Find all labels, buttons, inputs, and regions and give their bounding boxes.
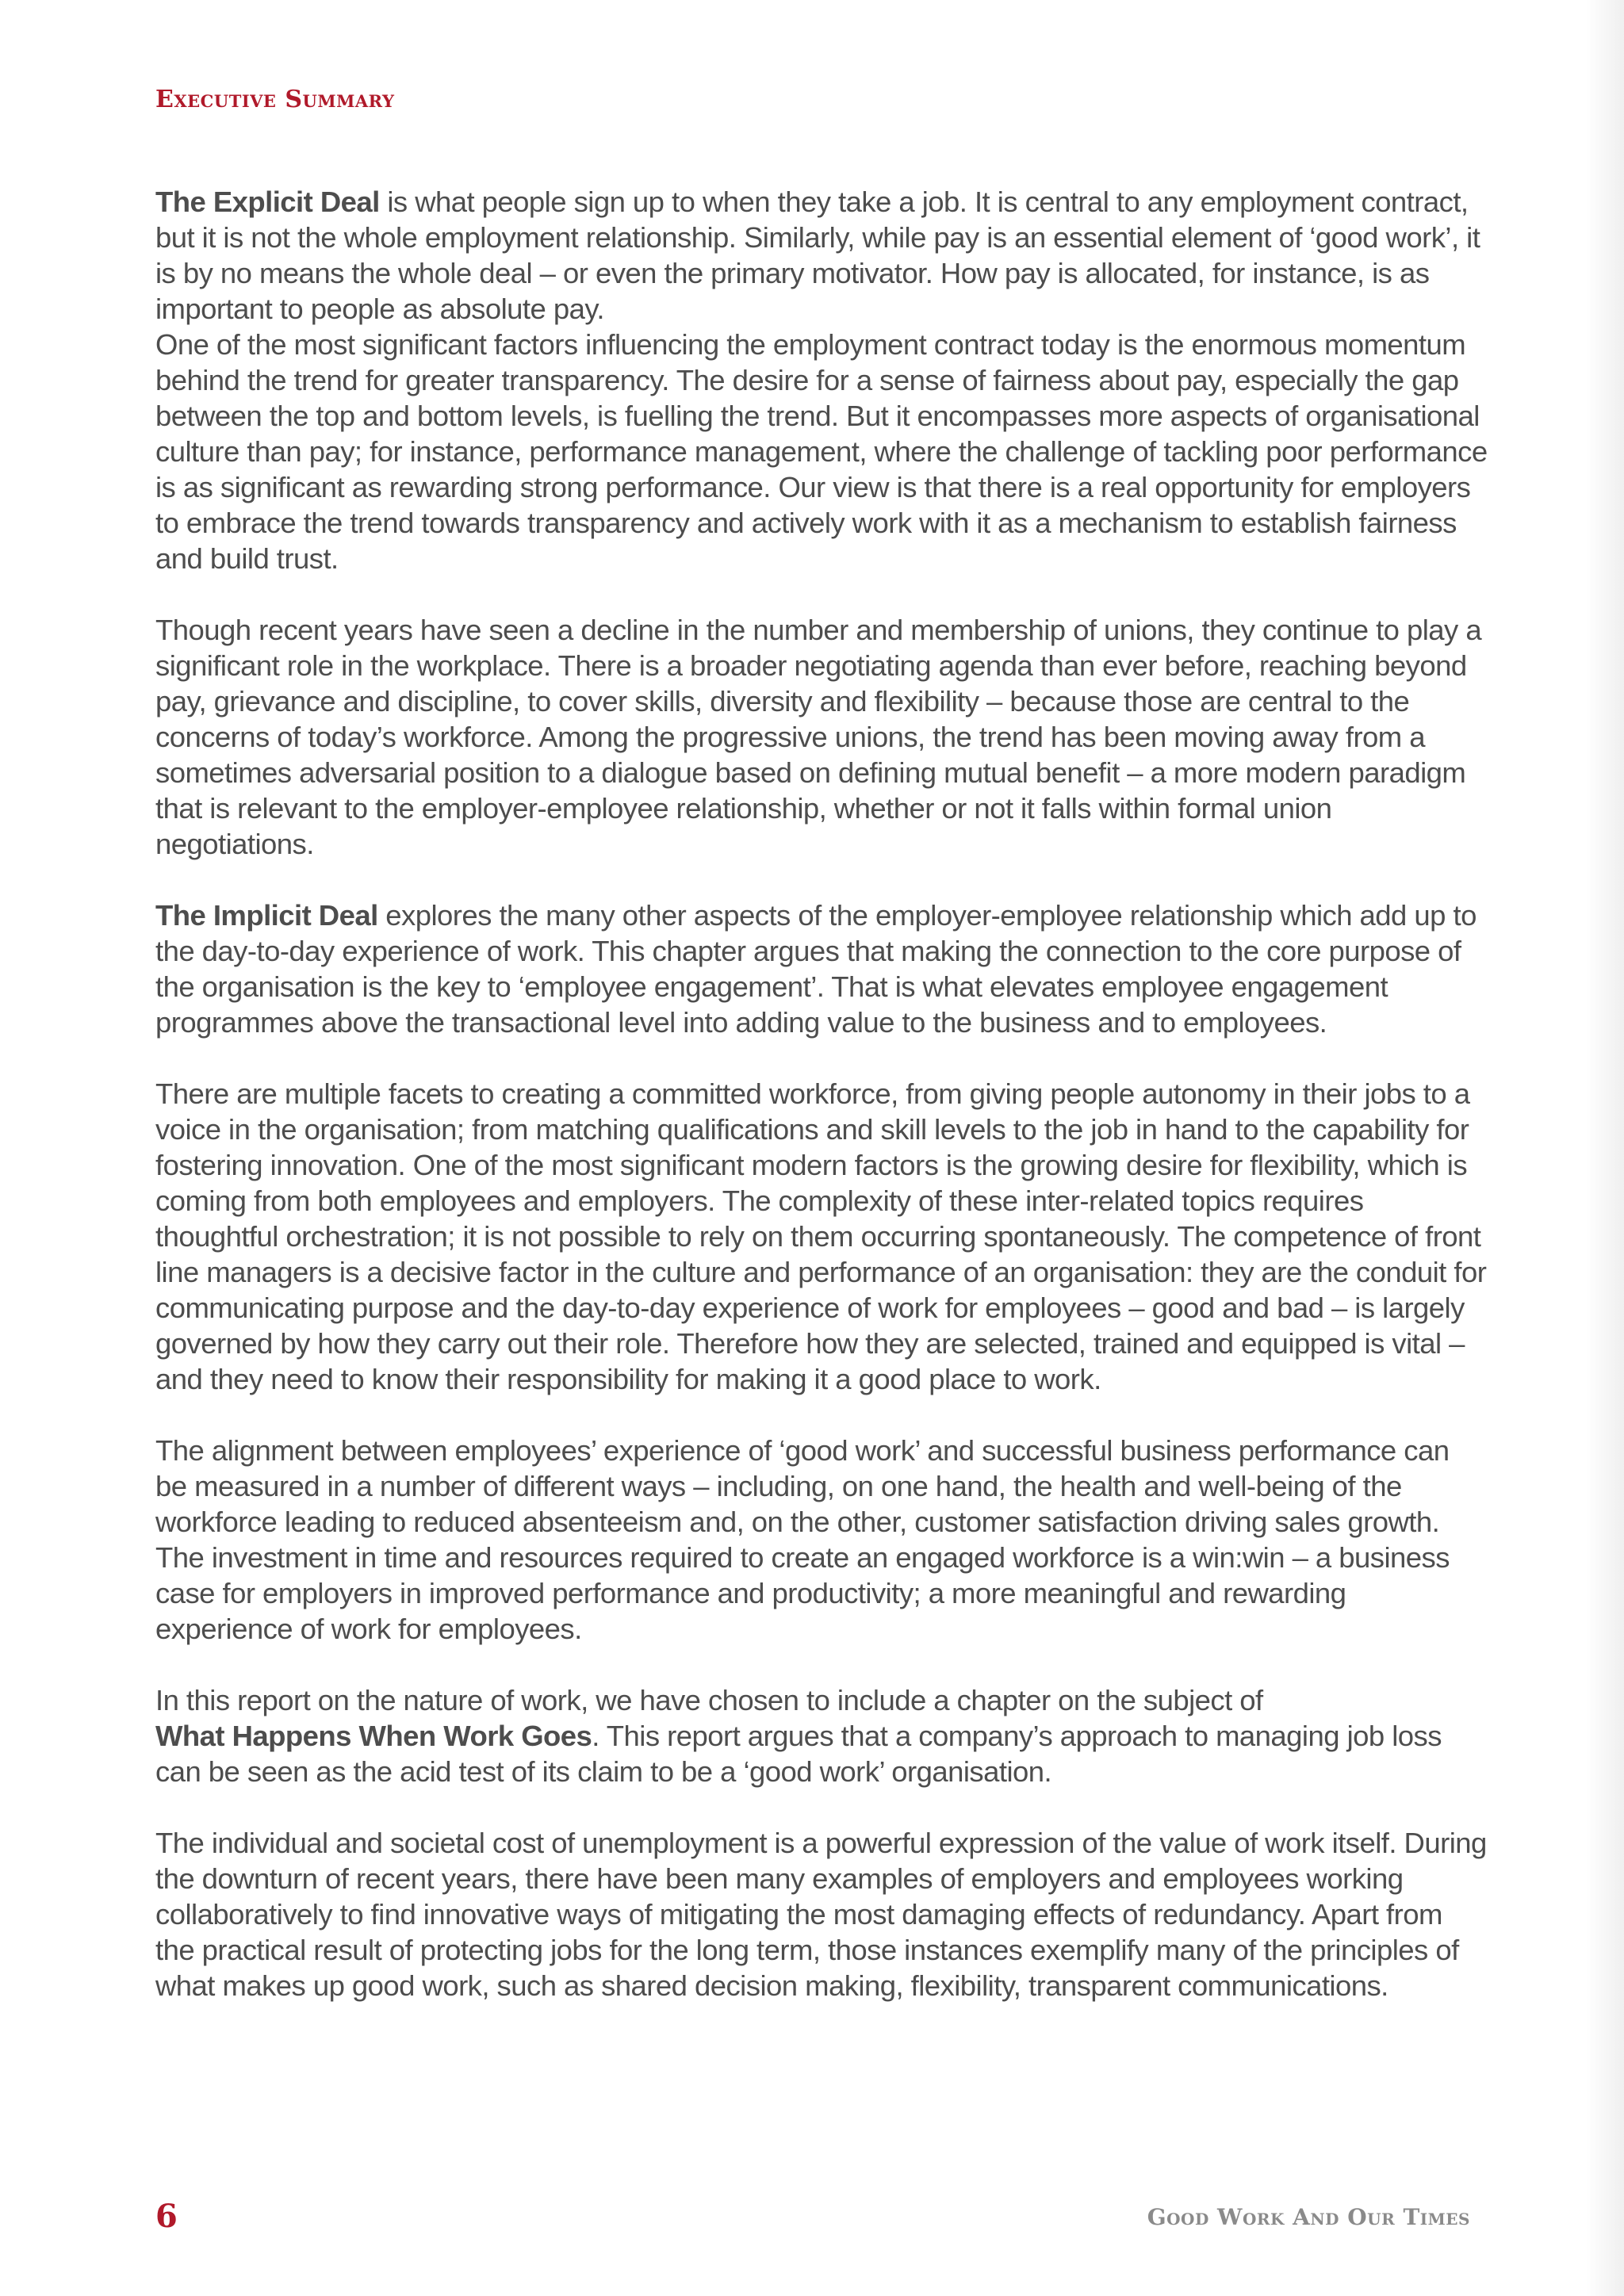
paragraph-text: is what people sign up to when they take a job. It is central to any employment contract, but it is not the whole employment relationship. Similarly, while pay is an essential element of ‘good work’, it is by no means the whole deal – or even the primary motivator. How pay is allocated, for instance, is as important to people as absolute pay. — [155, 186, 1480, 325]
page-edge-shadow — [1586, 0, 1624, 2296]
paragraph-text: explores the many other aspects of the employer-employee relationship which add up to the day-to-day experience of work. This chapter argues that making the connection to the core purpose of the organisation is the key to ‘employee engagement’. That is what elevates employee engagement programmes above the transactional level into adding value to the business and to employees. — [155, 899, 1477, 1039]
paragraph-explicit-deal — [155, 184, 1488, 327]
bold-term-work-goes: What Happens When Work Goes — [155, 1720, 592, 1752]
paragraph-committed-workforce: There are multiple facets to creating a committed workforce, from giving people autonomy in their jobs to a voice in the organisation; from matching qualifications and skill levels to the job in hand to the capability for fostering innovation. One of the most significant modern factors is the growing desire for flexibility, which is coming from both employees and employers. The complexity of these inter-related topics requires thoughtful orchestration; it is not possible to rely on them occurring spontaneously. The competence of front line managers is a decisive factor in the culture and performance of an organisation: they are the conduit for communicating purpose and the day-to-day experience of work for employees – good and bad – is largely governed by how they carry out their role. Therefore how they are selected, trained and equipped is vital – and they need to know their responsibility for making it a good place to work. — [155, 1077, 1487, 1395]
section-header: Executive Summary — [155, 86, 395, 113]
paragraph-work-goes — [155, 1682, 1488, 1789]
paragraph-text: . This report argues that a company’s approach to managing job loss can be seen as the acid test of its claim to be a ‘good work’ organisation. — [155, 1720, 1442, 1788]
footer-publication-title: Good Work And Our Times — [1147, 2204, 1470, 2230]
paragraph-transparency: One of the most significant factors influencing the employment contract today is the enormous momentum behind the trend for greater transparency. The desire for a sense of fairness about pay, especially the gap between the top and bottom levels, is fuelling the trend. But it encompasses more aspects of organisational culture than pay; for instance, performance management, where the challenge of tackling poor performance is as significant as rewarding strong performance. Our view is that there is a real opportunity for employers to embrace the trend towards transparency and actively work with it as a mechanism to establish fairness and build trust. — [155, 328, 1488, 575]
paragraph-unemployment: The individual and societal cost of unemployment is a powerful expression of the value of work itself. During the downturn of recent years, there have been many examples of employers and employees working collaboratively to find innovative ways of mitigating the most damaging effects of redundancy. Apart from the practical result of protecting jobs for the long term, those instances exemplify many of the principles of what makes up good work, such as shared decision making, flexibility, transparent communications. — [155, 1827, 1487, 2002]
paragraph-implicit-deal — [155, 897, 1488, 1040]
body-text — [155, 184, 1488, 2039]
bold-term-explicit-deal: The Explicit Deal — [155, 186, 380, 218]
paragraph-unions: Though recent years have seen a decline in the number and membership of unions, they continue to play a significant role in the workplace. There is a broader negotiating agenda than ever before, reaching beyond pay, grievance and discipline, to cover skills, diversity and flexibility – because those are central to the concerns of today’s workforce. Among the progressive unions, the trend has been moving away from a sometimes adversarial position to a dialogue based on defining mutual benefit – a more modern paradigm that is relevant to the employer-employee relationship, whether or not it falls within formal union negotiations. — [155, 614, 1482, 860]
paragraph-alignment: The alignment between employees’ experience of ‘good work’ and successful business performance can be measured in a number of different ways – including, on one hand, the health and well-being of the workforce leading to reduced absenteeism and, on the other, customer satisfaction driving sales growth. The investment in time and resources required to create an engaged workforce is a win:win – a business case for employers in improved performance and productivity; a more meaningful and rewarding experience of work for employees. — [155, 1434, 1450, 1645]
paragraph-text: In this report on the nature of work, we have chosen to include a chapter on the subject of — [155, 1684, 1263, 1716]
bold-term-implicit-deal: The Implicit Deal — [155, 899, 378, 932]
page-number: 6 — [155, 2198, 178, 2235]
